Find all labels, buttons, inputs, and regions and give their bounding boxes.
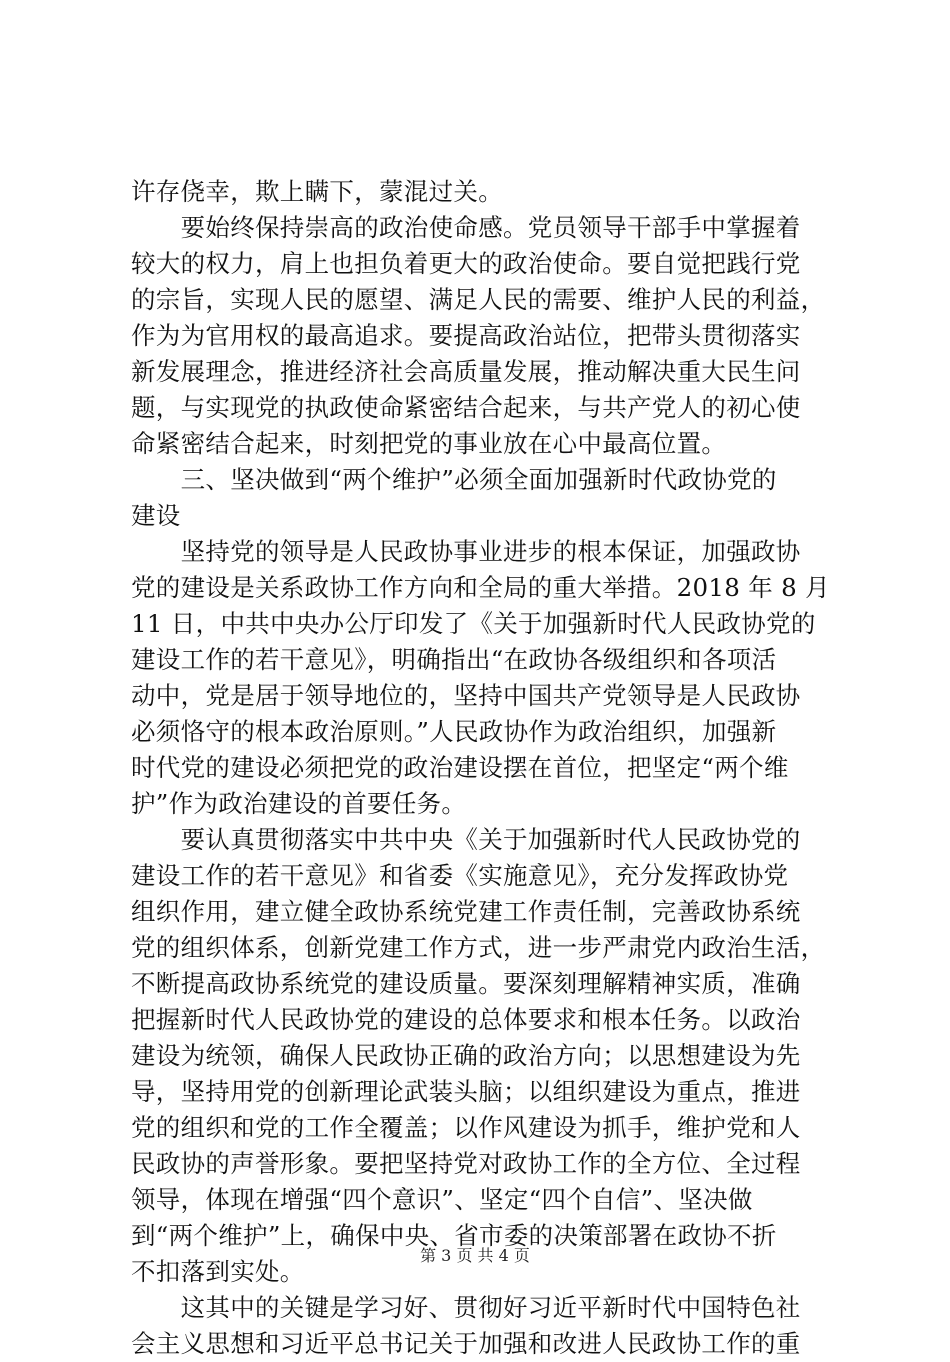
- text-line: 坚持党的领导是人民政协事业进步的根本保证，加强政协: [131, 537, 801, 566]
- text-line: 要始终保持崇高的政治使命感。党员领导干部手中掌握着: [131, 213, 801, 242]
- text-line: 新发展理念，推进经济社会高质量发展，推动解决重大民生问: [131, 357, 801, 386]
- text-line: 的宗旨，实现人民的愿望、满足人民的需要、维护人民的利益，: [131, 285, 826, 314]
- text-line: 时代党的建设必须把党的政治建设摆在首位，把坚定“两个维: [131, 753, 789, 782]
- page-footer: [0, 1246, 950, 1266]
- text-line: 必须恪守的根本政治原则。”人民政协作为政治组织，加强新: [131, 717, 777, 746]
- text-line: 许存侥幸，欺上瞒下，蒙混过关。: [131, 177, 503, 206]
- text-line: 护”作为政治建设的首要任务。: [131, 789, 467, 818]
- section-heading-line: 三、坚决做到“两个维护”必须全面加强新时代政协党的: [131, 465, 777, 494]
- text-line: 题，与实现党的执政使命紧密结合起来，与共产党人的初心使: [131, 393, 801, 422]
- text-line: 建设工作的若干意见》，明确指出“在政协各级组织和各项活: [131, 645, 777, 674]
- text-line: 建设工作的若干意见》和省委《实施意见》，充分发挥政协党: [131, 861, 789, 890]
- text-line: 到“两个维护”上，确保中央、省市委的决策部署在政协不折: [131, 1221, 777, 1250]
- section-heading-line: 建设: [131, 501, 181, 530]
- text-line: 组织作用，建立健全政协系统党建工作责任制，完善政协系统: [131, 897, 801, 926]
- text-line: 党的组织和党的工作全覆盖；以作风建设为抓手，维护党和人: [131, 1113, 801, 1142]
- text-line: 这其中的关键是学习好、贯彻好习近平新时代中国特色社: [131, 1293, 801, 1322]
- text-line: 民政协的声誉形象。要把坚持党对政协工作的全方位、全过程: [131, 1149, 801, 1178]
- text-line: 把握新时代人民政协党的建设的总体要求和根本任务。以政治: [131, 1005, 801, 1034]
- text-line: 建设为统领，确保人民政协正确的政治方向；以思想建设为先: [131, 1041, 801, 1070]
- text-line: 领导，体现在增强“四个意识”、坚定“四个自信”、坚决做: [131, 1185, 753, 1214]
- text-line: 不扣落到实处。: [131, 1257, 305, 1286]
- text-line: 11 日，中共中央办公厅印发了《关于加强新时代人民政协党的: [131, 609, 816, 638]
- text-line: 要认真贯彻落实中共中央《关于加强新时代人民政协党的: [131, 825, 801, 854]
- text-line: 作为为官用权的最高追求。要提高政治站位，把带头贯彻落实: [131, 321, 801, 350]
- text-line: 动中，党是居于领导地位的，坚持中国共产党领导是人民政协: [131, 681, 801, 710]
- text-line: 会主义思想和习近平总书记关于加强和改进人民政协工作的重: [131, 1329, 801, 1358]
- page-number-label: 第 3 页 共 4 页: [420, 1246, 530, 1265]
- text-line: 党的建设是关系政协工作方向和全局的重大举措。2018 年 8 月: [131, 573, 830, 602]
- text-line: 不断提高政协系统党的建设质量。要深刻理解精神实质，准确: [131, 969, 801, 998]
- text-line: 命紧密结合起来，时刻把党的事业放在心中最高位置。: [131, 429, 727, 458]
- text-line: 导，坚持用党的创新理论武装头脑；以组织建设为重点，推进: [131, 1077, 801, 1106]
- text-line: 较大的权力，肩上也担负着更大的政治使命。要自觉把践行党: [131, 249, 801, 278]
- body-text: [131, 174, 831, 1362]
- text-line: 党的组织体系，创新党建工作方式，进一步严肃党内政治生活，: [131, 933, 826, 962]
